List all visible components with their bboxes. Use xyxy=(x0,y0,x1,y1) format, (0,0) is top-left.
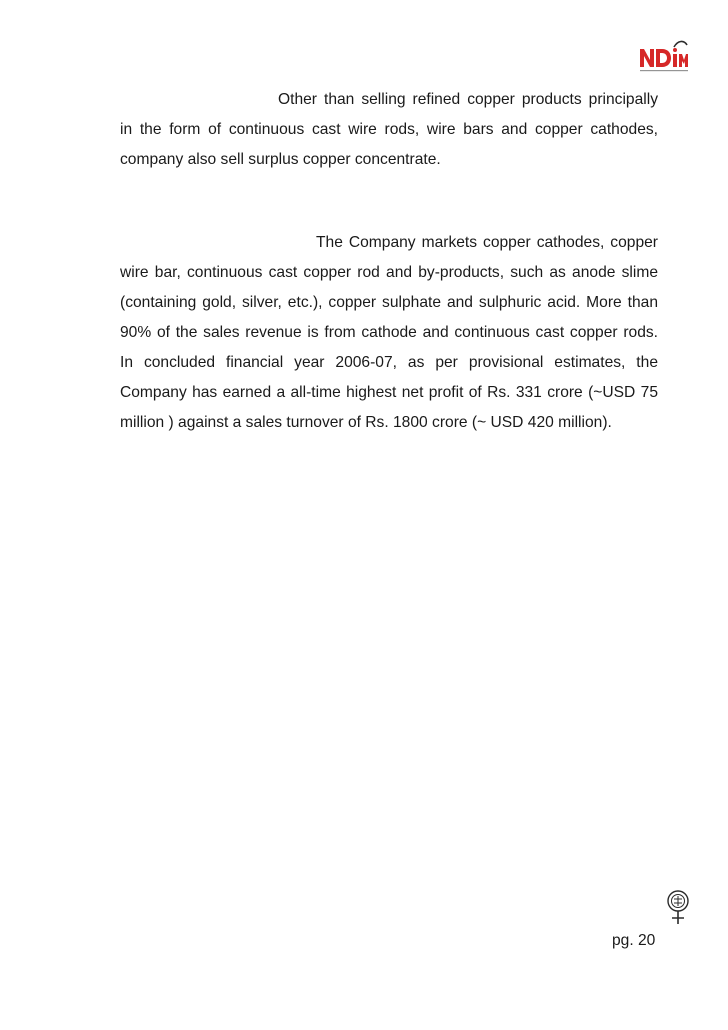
emblem-icon xyxy=(666,888,690,928)
ndim-logo xyxy=(638,34,688,74)
page-number: pg. 20 xyxy=(612,932,656,949)
paragraph-company-markets: The Company markets copper cathodes, copper wire bar, continuous cast copper rod and by-products, such as anode slime (containing gold, silver, etc.), copper sulphate and sulphuric acid. More than 90% of the sales revenue is from cathode and continuous cast copper rods. In concluded financial year 2006-07, as per provisional estimates, the Company has earned a all-time highest net profit of Rs. 331 crore (~USD 75 million ) against a sales turnover of Rs. 1800 crore (~ USD 420 million). xyxy=(120,234,658,431)
paragraph-copper-products: Other than selling refined copper products principally in the form of continuous cast wire rods, wire bars and copper cathodes, company also sell surplus copper concentrate. xyxy=(120,91,658,168)
